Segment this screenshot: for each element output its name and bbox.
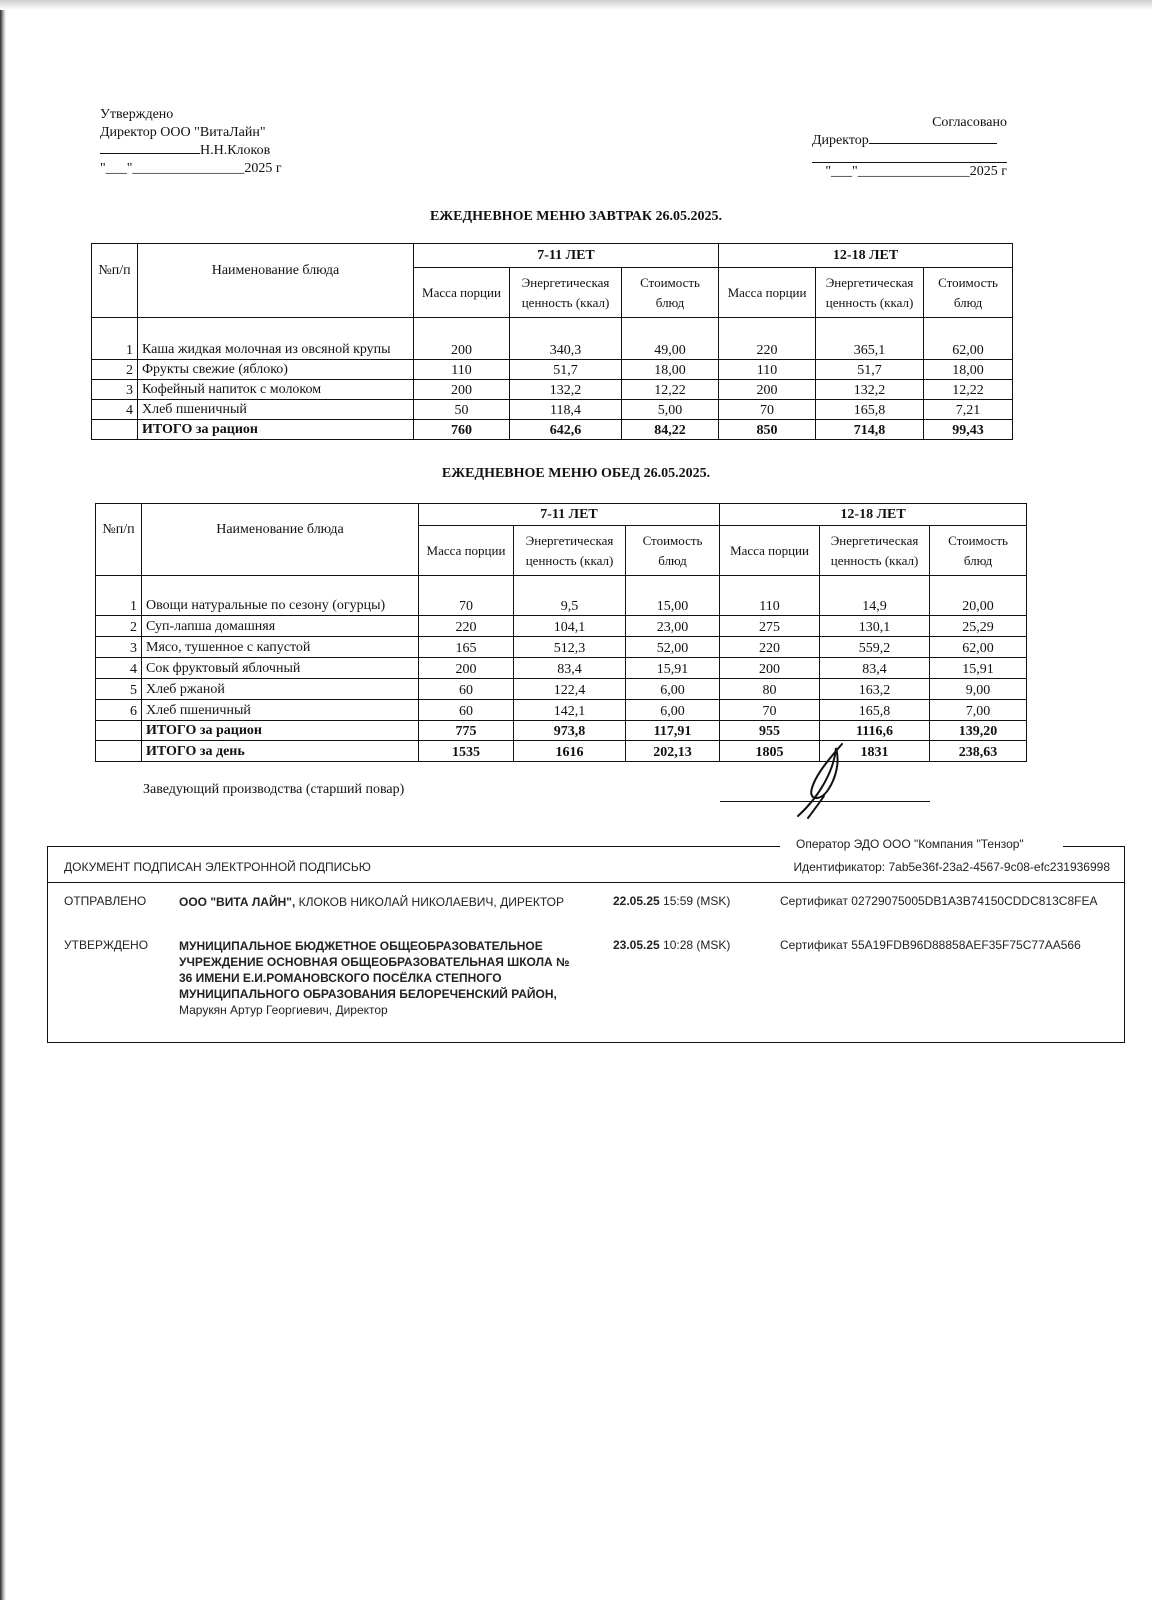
- cost-value: 62,00: [930, 637, 1027, 658]
- mass-header: Масса порции: [720, 526, 820, 576]
- energy-value: 559,2: [820, 637, 930, 658]
- mass-value: 50: [414, 400, 510, 420]
- cost-value: 52,00: [626, 637, 720, 658]
- col-num-header: №п/п: [96, 504, 142, 576]
- group-7-11-header: 7-11 ЛЕТ: [419, 504, 720, 526]
- total-label: ИТОГО за рацион: [142, 721, 419, 741]
- scan-edge: [0, 0, 6, 1600]
- mass-value: 200: [419, 658, 514, 679]
- mass-value: 60: [419, 679, 514, 700]
- total-row: [92, 420, 1013, 440]
- approved-organization: [179, 938, 579, 1018]
- sent-organization: [179, 894, 579, 910]
- energy-header: Энергетическая ценность (ккал): [510, 268, 622, 318]
- energy-value: 512,3: [514, 637, 626, 658]
- day-total-label: ИТОГО за день: [142, 741, 419, 762]
- cost-value: 9,00: [930, 679, 1027, 700]
- table-row: [96, 637, 1027, 658]
- energy-value: 165,8: [820, 700, 930, 721]
- row-num: 4: [96, 658, 142, 679]
- mass-day-total: 1805: [720, 741, 820, 762]
- energy-total: 973,8: [514, 721, 626, 741]
- table-row: [96, 658, 1027, 679]
- sent-org-signer: КЛОКОВ НИКОЛАЙ НИКОЛАЕВИЧ, ДИРЕКТОР: [295, 895, 564, 909]
- sent-time: 15:59 (MSK): [659, 894, 731, 908]
- row-num: 1: [96, 576, 142, 616]
- mass-value: 220: [719, 318, 816, 360]
- cost-value: 20,00: [930, 576, 1027, 616]
- table-row: [92, 400, 1013, 420]
- edo-identifier: Идентификатор: 7ab5e36f-23a2-4567-9c08-efc231936998: [793, 860, 1110, 874]
- table-row: [96, 576, 1027, 616]
- cost-total: 84,22: [622, 420, 719, 440]
- energy-total: 642,6: [510, 420, 622, 440]
- e-signature-block: [47, 837, 1125, 1043]
- dish-name: Каша жидкая молочная из овсяной крупы: [138, 318, 414, 360]
- cost-value: 5,00: [622, 400, 719, 420]
- cost-value: 25,29: [930, 616, 1027, 637]
- sent-date: 22.05.25: [613, 894, 660, 908]
- energy-day-total: 1616: [514, 741, 626, 762]
- energy-value: 118,4: [510, 400, 622, 420]
- cost-value: 6,00: [626, 679, 720, 700]
- approved-certificate: Сертификат 55A19FDB96D88858AEF35F75C77AA566: [780, 938, 1081, 952]
- cost-value: 7,21: [924, 400, 1013, 420]
- table-row: [92, 380, 1013, 400]
- energy-value: 142,1: [514, 700, 626, 721]
- approved-time: 10:28 (MSK): [659, 938, 731, 952]
- cost-day-total: 238,63: [930, 741, 1027, 762]
- cost-value: 6,00: [626, 700, 720, 721]
- energy-value: 83,4: [514, 658, 626, 679]
- mass-value: 80: [720, 679, 820, 700]
- table-row: [92, 360, 1013, 380]
- approval-signer-line: [100, 142, 282, 160]
- mass-header: Масса порции: [414, 268, 510, 318]
- approved-datetime: [613, 938, 730, 952]
- cost-header: Стоимость блюд: [924, 268, 1013, 318]
- sent-label: ОТПРАВЛЕНО: [64, 894, 147, 908]
- total-row: [96, 721, 1027, 741]
- cost-day-total: 202,13: [626, 741, 720, 762]
- energy-value: 122,4: [514, 679, 626, 700]
- dish-name: Хлеб ржаной: [142, 679, 419, 700]
- approval-block: [100, 106, 282, 178]
- mass-value: 275: [720, 616, 820, 637]
- signature-blank: [869, 143, 997, 144]
- energy-value: 9,5: [514, 576, 626, 616]
- agreement-block: [812, 114, 1007, 181]
- agreement-date-line: "___"________________2025 г: [825, 164, 1007, 179]
- approval-position: Директор ООО "ВитаЛайн": [100, 125, 266, 140]
- mass-total: 955: [720, 721, 820, 741]
- dish-name: Сок фруктовый яблочный: [142, 658, 419, 679]
- row-num: 4: [92, 400, 138, 420]
- table-row: [96, 700, 1027, 721]
- mass-value: 220: [419, 616, 514, 637]
- energy-total: 1116,6: [820, 721, 930, 741]
- cost-value: 18,00: [622, 360, 719, 380]
- col-name-header: Наименование блюда: [142, 504, 419, 576]
- row-num: 2: [92, 360, 138, 380]
- approval-date-line: "___"________________2025 г: [100, 161, 282, 176]
- row-num: 6: [96, 700, 142, 721]
- approved-org-name: МУНИЦИПАЛЬНОЕ БЮДЖЕТНОЕ ОБЩЕОБРАЗОВАТЕЛЬНОЕ УЧРЕЖДЕНИЕ ОСНОВНАЯ ОБЩЕОБРАЗОВАТЕЛЬНАЯ ШКОЛА № 36 ИМЕНИ Е.И.РОМАНОВСКОГО ПОСЁЛКА СТЕПНОГО МУНИЦИПАЛЬНОГО ОБРАЗОВАНИЯ БЕЛОРЕЧЕНСКИЙ РАЙОН,: [179, 939, 570, 1001]
- approved-date: 23.05.25: [613, 938, 660, 952]
- mass-value: 200: [720, 658, 820, 679]
- dish-name: Кофейный напиток с молоком: [138, 380, 414, 400]
- cost-value: 12,22: [924, 380, 1013, 400]
- table-row: [96, 679, 1027, 700]
- mass-value: 110: [414, 360, 510, 380]
- mass-total: 775: [419, 721, 514, 741]
- energy-total: 714,8: [816, 420, 924, 440]
- dish-name: Хлеб пшеничный: [138, 400, 414, 420]
- mass-value: 110: [720, 576, 820, 616]
- mass-value: 110: [719, 360, 816, 380]
- mass-value: 70: [419, 576, 514, 616]
- mass-header: Масса порции: [419, 526, 514, 576]
- approved-label: УТВЕРЖДЕНО: [64, 938, 149, 952]
- table-row: [92, 318, 1013, 360]
- energy-value: 132,2: [816, 380, 924, 400]
- breakfast-title: ЕЖЕДНЕВНОЕ МЕНЮ ЗАВТРАК 26.05.2025.: [429, 209, 723, 224]
- agreement-label: Согласовано: [932, 115, 1007, 130]
- cost-total: 99,43: [924, 420, 1013, 440]
- energy-value: 51,7: [510, 360, 622, 380]
- energy-value: 340,3: [510, 318, 622, 360]
- mass-value: 200: [414, 318, 510, 360]
- cost-header: Стоимость блюд: [626, 526, 720, 576]
- edo-operator: Оператор ЭДО ООО "Компания "Тензор": [796, 837, 1024, 851]
- cost-value: 18,00: [924, 360, 1013, 380]
- row-num: 1: [92, 318, 138, 360]
- row-num: 3: [96, 637, 142, 658]
- energy-value: 51,7: [816, 360, 924, 380]
- col-name-header: Наименование блюда: [138, 244, 414, 318]
- breakfast-table: [91, 243, 1013, 440]
- approval-signer: Н.Н.Клоков: [200, 143, 271, 158]
- col-num-header: №п/п: [92, 244, 138, 318]
- approval-label: Утверждено: [100, 107, 174, 122]
- agreement-position: Директор: [812, 133, 869, 148]
- cost-total: 117,91: [626, 721, 720, 741]
- row-num: 5: [96, 679, 142, 700]
- mass-header: Масса порции: [719, 268, 816, 318]
- cost-value: 12,22: [622, 380, 719, 400]
- divider: [48, 846, 780, 847]
- table-row: [96, 616, 1027, 637]
- energy-value: 104,1: [514, 616, 626, 637]
- energy-value: 132,2: [510, 380, 622, 400]
- group-7-11-header: 7-11 ЛЕТ: [414, 244, 719, 268]
- cost-value: 23,00: [626, 616, 720, 637]
- dish-name: Фрукты свежие (яблоко): [138, 360, 414, 380]
- mass-value: 165: [419, 637, 514, 658]
- energy-value: 14,9: [820, 576, 930, 616]
- energy-header: Энергетическая ценность (ккал): [816, 268, 924, 318]
- total-label: ИТОГО за рацион: [138, 420, 414, 440]
- group-12-18-header: 12-18 ЛЕТ: [720, 504, 1027, 526]
- energy-header: Энергетическая ценность (ккал): [820, 526, 930, 576]
- row-num: [96, 741, 142, 762]
- mass-value: 70: [719, 400, 816, 420]
- row-num: [92, 420, 138, 440]
- cost-value: 15,91: [626, 658, 720, 679]
- row-num: 3: [92, 380, 138, 400]
- energy-header: Энергетическая ценность (ккал): [514, 526, 626, 576]
- dish-name: Овощи натуральные по сезону (огурцы): [142, 576, 419, 616]
- approved-org-signer: Марукян Артур Георгиевич, Директор: [179, 1003, 388, 1017]
- mass-day-total: 1535: [419, 741, 514, 762]
- cost-header: Стоимость блюд: [622, 268, 719, 318]
- mass-value: 60: [419, 700, 514, 721]
- sent-datetime: [613, 894, 730, 908]
- divider: [48, 882, 1124, 883]
- mass-value: 200: [414, 380, 510, 400]
- agreement-position-line: [812, 132, 1007, 150]
- cost-total: 139,20: [930, 721, 1027, 741]
- energy-value: 365,1: [816, 318, 924, 360]
- sent-org-name: ООО "ВИТА ЛАЙН",: [179, 895, 296, 909]
- energy-value: 163,2: [820, 679, 930, 700]
- cost-value: 7,00: [930, 700, 1027, 721]
- mass-value: 200: [719, 380, 816, 400]
- handwritten-signature: [780, 740, 890, 820]
- energy-value: 83,4: [820, 658, 930, 679]
- cost-value: 15,00: [626, 576, 720, 616]
- dish-name: Хлеб пшеничный: [142, 700, 419, 721]
- edo-heading: ДОКУМЕНТ ПОДПИСАН ЭЛЕКТРОННОЙ ПОДПИСЬЮ: [64, 860, 371, 874]
- energy-value: 130,1: [820, 616, 930, 637]
- cost-value: 62,00: [924, 318, 1013, 360]
- blank-line: [812, 150, 1007, 163]
- dish-name: Мясо, тушенное с капустой: [142, 637, 419, 658]
- scan-top-edge: [0, 0, 1152, 10]
- row-num: 2: [96, 616, 142, 637]
- dish-name: Суп-лапша домашняя: [142, 616, 419, 637]
- divider: [1063, 846, 1124, 847]
- sent-certificate: Сертификат 02729075005DB1A3B74150CDDC813C8FEA: [780, 894, 1098, 908]
- cost-header: Стоимость блюд: [930, 526, 1027, 576]
- energy-value: 165,8: [816, 400, 924, 420]
- signature-blank: [100, 153, 200, 154]
- mass-total: 760: [414, 420, 510, 440]
- energy-day-total: 1831: [820, 741, 930, 762]
- group-12-18-header: 12-18 ЛЕТ: [719, 244, 1013, 268]
- lunch-title: ЕЖЕДНЕВНОЕ МЕНЮ ОБЕД 26.05.2025.: [441, 466, 711, 481]
- mass-value: 220: [720, 637, 820, 658]
- mass-total: 850: [719, 420, 816, 440]
- mass-value: 70: [720, 700, 820, 721]
- lunch-table: [95, 503, 1027, 762]
- cost-value: 49,00: [622, 318, 719, 360]
- cost-value: 15,91: [930, 658, 1027, 679]
- chef-label: Заведующий производства (старший повар): [143, 782, 405, 797]
- row-num: [96, 721, 142, 741]
